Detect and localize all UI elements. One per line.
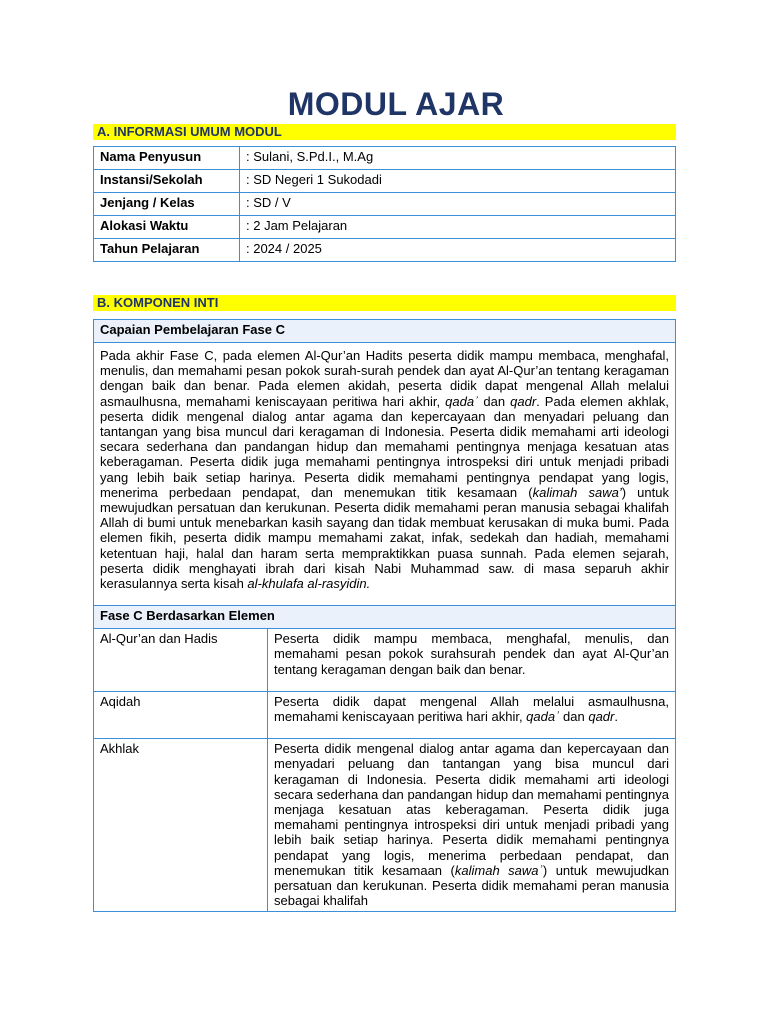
info-label: Tahun Pelajaran [94,239,240,262]
cp-text: ) untuk mewujudkan persatuan dan kerukunan. Peserta didik memahami peran manusia sebagai khalifah Allah di bumi untuk menebarkan kasih sayang dan tidak membuat kerusakan di muka bumi. Pada elemen fikih, peserta didik mampu memahami zakat, infak, sedekah dan hadiah, memahami ketentuan haji, halal dan haram serta mempraktikkan puasa sunnah. Pada elemen sejarah, peserta didik menghayati ibrah dari kisah Nabi Muhammad saw. di masa separuh akhir kerasulannya serta kisah [100,484,669,592]
desc-text: . [614,709,618,725]
table-row [94,147,676,170]
info-label: Alokasi Waktu [94,216,240,239]
element-description [268,691,676,738]
component-table [93,319,676,912]
element-description: Peserta didik mampu membaca, menghafal, menulis, dan memahami pesan pokok surahsurah pendek dan ayat Al-Qur’an tentang keragaman dengan baik dan benar. [268,629,676,692]
info-value: : SD Negeri 1 Sukodadi [240,170,676,193]
table-row [94,691,676,738]
info-label: Instansi/Sekolah [94,170,240,193]
table-row [94,193,676,216]
cp-text: dan [478,393,511,409]
cp-text-italic: qadaʾ [445,393,479,409]
fase-header: Fase C Berdasarkan Elemen [94,606,676,629]
element-description [268,739,676,911]
table-row [94,739,676,911]
desc-text-italic: qadr [588,709,615,725]
element-name: Al-Qur’an dan Hadis [94,629,268,692]
desc-text: dan [559,709,589,725]
table-row [94,216,676,239]
info-value: : Sulani, S.Pd.I., M.Ag [240,147,676,170]
desc-text: Peserta didik dapat mengenal Allah melalui asmaulhusna, memahami keniscayaan peritiwa hari akhir, [274,693,669,725]
table-row [94,239,676,262]
info-value: : SD / V [240,193,676,216]
info-label: Nama Penyusun [94,147,240,170]
cp-header: Capaian Pembelajaran Fase C [94,320,676,343]
desc-text-italic: qadaʾ [526,709,560,725]
desc-text: Peserta didik mengenal dialog antar agama dan kepercayaan dan menyadari peluang dan tantangan yang bisa muncul dari keragaman di Indonesia. Peserta didik memahami arti ideologi secara sederhana dan pandangan hidup dan memahami pentingnya menjaga kesatuan atas keberagaman. Peserta didik juga memahami pentingnya introspeksi diri untuk menjadi pribadi yang lebih baik setiap harinya. Peserta didik memahami pentingnya pendapat yang logis, menerima perbedaan pendapat, dan menemukan titik kesamaan ( [274,741,669,878]
cp-text-italic: al-khulafa al-rasyidin. [247,576,371,592]
table-row [94,343,676,606]
page-title: MODUL AJAR [287,86,505,122]
element-name: Akhlak [94,739,268,911]
cp-text-italic: qadr [510,393,537,409]
desc-text: ) untuk mewujudkan persatuan dan kerukunan. Peserta didik memahami peran manusia sebagai khalifah [274,862,669,909]
cp-text-italic: kalimah sawa’ [532,484,622,500]
cp-text: . Pada elemen akhlak, peserta didik mengenal dialog antar agama dan kepercayaan dan menyadari peluang dan tantangan yang bisa muncul dari keragaman di Indonesia. Peserta didik memahami arti ideologi secara sederhana dan pandangan hidup dan memahami pentingnya menjaga kesatuan atas keberagaman. Peserta didik juga memahami pentingnya introspeksi diri untuk menjadi pribadi yang lebih baik setiap harinya. Peserta didik memahami pentingnya pendapat yang logis, menerima perbedaan pendapat, dan menemukan titik kesamaan ( [100,393,670,500]
cp-text: Pada akhir Fase C, pada elemen Al-Qur’an Hadits peserta didik mampu membaca, menghafal, menulis, dan memahami pesan pokok surah-surah pendek dan ayat Al-Qur’an tentang keragaman dengan baik dan benar. Pada elemen akidah, peserta didik dapat mengenal Allah melalui asmaulhusna, memahami keniscayaan peritiwa hari akhir, [100,348,669,409]
table-row [94,170,676,193]
desc-text-italic: kalimah sawaʾ [454,862,543,878]
section-a-heading: A. INFORMASI UMUM MODUL [93,124,676,140]
table-row [94,320,676,343]
table-row [94,606,676,629]
info-value: : 2 Jam Pelajaran [240,216,676,239]
element-name: Aqidah [94,691,268,738]
table-row [94,629,676,692]
info-table [93,146,676,262]
info-label: Jenjang / Kelas [94,193,240,216]
info-value: : 2024 / 2025 [240,239,676,262]
cp-paragraph [94,343,676,606]
section-b-heading: B. KOMPONEN INTI [93,295,676,311]
